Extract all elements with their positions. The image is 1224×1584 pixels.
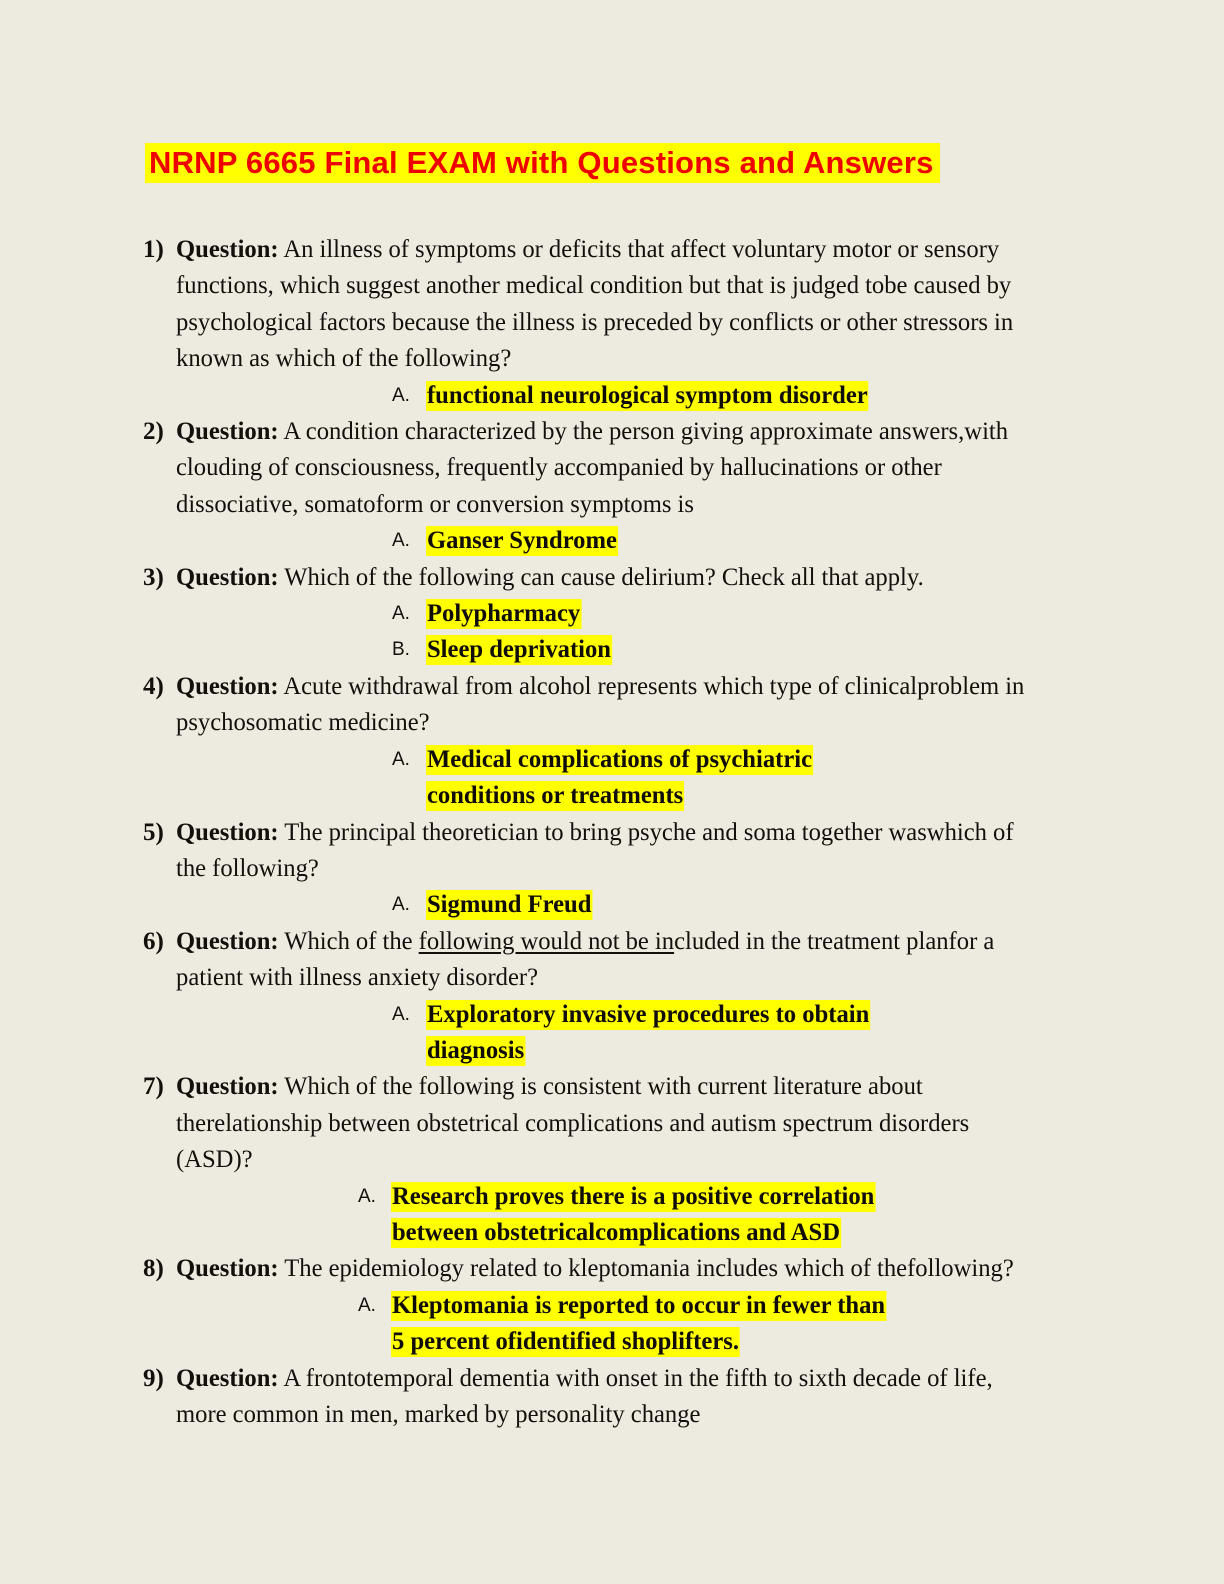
question-text-body: A condition characterized by the person giving approximate answers,with clouding of consciousness, frequently accompanied by hallucinations or other dissociative, somatoform or conversion symptoms is <box>176 418 1009 518</box>
question-label: Question: <box>176 418 279 446</box>
answer-text-container <box>391 1179 891 1252</box>
question-label: Question: <box>176 1364 279 1392</box>
question-number: 3) <box>143 563 164 591</box>
question-item <box>0 414 1224 560</box>
question-text <box>176 1251 1046 1287</box>
question-number: 5) <box>143 818 164 846</box>
answer-marker: A. <box>392 530 410 552</box>
answer-list <box>176 523 1059 559</box>
answer-item <box>176 596 1059 632</box>
question-text <box>176 1069 1046 1178</box>
answer-text-container <box>426 887 892 923</box>
question-number: 9) <box>143 1364 164 1392</box>
question-label: Question: <box>176 1073 279 1101</box>
question-number: 2) <box>143 418 164 446</box>
question-item <box>0 815 1224 924</box>
question-text-body: Which of the following can cause delirium? Check all that apply. <box>278 563 924 591</box>
question-text <box>176 1361 1046 1434</box>
answer-text-container <box>426 523 892 559</box>
answer-item <box>176 742 1059 815</box>
answer-text-container <box>426 997 892 1070</box>
question-label: Question: <box>176 818 279 846</box>
question-text-body: Which of the following is consistent with current literature about therelationship between obstetrical complications and autism spectrum disorders (ASD)? <box>176 1073 970 1174</box>
question-label: Question: <box>176 672 279 700</box>
answer-text-highlighted: Sigmund Freud <box>426 891 592 919</box>
answer-text-container <box>426 632 892 668</box>
question-text-after-underline: cluded in the treatment planfor a patient with illness anxiety disorder? <box>176 927 995 992</box>
question-item <box>0 1251 1224 1360</box>
question-item <box>0 560 1224 669</box>
answer-text-container <box>426 596 892 632</box>
question-item <box>0 1361 1224 1434</box>
question-text <box>176 669 1046 742</box>
answer-list <box>176 742 1059 815</box>
answer-text-highlighted: Medical complications of psychiatric conditions or treatments <box>426 745 813 810</box>
answer-marker: B. <box>392 639 410 661</box>
question-text <box>176 414 1046 523</box>
document-title-container <box>145 141 1045 185</box>
question-number: 6) <box>143 927 164 955</box>
question-number: 7) <box>143 1073 164 1101</box>
question-list <box>0 232 1224 1433</box>
answer-item <box>176 632 1059 668</box>
answer-marker: A. <box>358 1185 376 1207</box>
question-label: Question: <box>176 1255 279 1283</box>
question-text <box>176 232 1046 378</box>
question-item <box>0 232 1224 414</box>
page-title: NRNP 6665 Final EXAM with Questions and Answers <box>145 143 940 183</box>
question-number: 8) <box>143 1255 164 1283</box>
answer-text-container <box>426 378 892 414</box>
answer-list <box>176 378 1059 414</box>
answer-marker: A. <box>358 1294 376 1316</box>
answer-item <box>176 887 1059 923</box>
question-item <box>0 1069 1224 1251</box>
question-label: Question: <box>176 927 279 955</box>
answer-list <box>176 1288 1059 1361</box>
question-text <box>176 924 1046 997</box>
answer-list <box>176 596 1059 669</box>
question-text-underlined: following would not be in <box>418 927 675 955</box>
answer-marker: A. <box>392 603 410 625</box>
answer-item <box>176 1288 1059 1361</box>
question-text-body: The epidemiology related to kleptomania includes which of thefollowing? <box>278 1255 1014 1283</box>
answer-list <box>176 997 1059 1070</box>
answer-text-container <box>391 1288 891 1361</box>
answer-marker: A. <box>392 748 410 770</box>
question-number: 1) <box>143 236 164 263</box>
question-text-body: An illness of symptoms or deficits that affect voluntary motor or sensory functions, which suggest another medical condition but that is judged tobe caused by psychological factors because the illness is preceded by conflicts or other stressors in known as which of the following? <box>176 236 1014 373</box>
question-text-body: The principal theoretician to bring psyche and soma together waswhich of the following? <box>176 818 1014 882</box>
question-label: Question: <box>176 563 279 591</box>
answer-text-highlighted: Exploratory invasive procedures to obtain diagnosis <box>426 1000 870 1064</box>
answer-marker: A. <box>392 894 410 916</box>
answer-text-highlighted: Ganser Syndrome <box>426 527 617 555</box>
question-text-body: A frontotemporal dementia with onset in the fifth to sixth decade of life, more common in men, marked by personality change <box>176 1364 993 1428</box>
answer-item <box>176 997 1059 1070</box>
answer-item <box>176 378 1059 414</box>
answer-marker: A. <box>392 384 410 406</box>
answer-text-highlighted: functional neurological symptom disorder <box>426 381 868 409</box>
question-item <box>0 669 1224 815</box>
question-item <box>0 924 1224 1070</box>
answer-text-container <box>426 742 892 815</box>
answer-list <box>176 887 1059 923</box>
answer-item <box>176 1179 1059 1252</box>
answer-text-highlighted: Sleep deprivation <box>426 636 612 664</box>
answer-text-highlighted: Kleptomania is reported to occur in fewer than 5 percent ofidentified shoplifters. <box>391 1291 886 1356</box>
question-label: Question: <box>176 236 279 263</box>
answer-text-highlighted: Research proves there is a positive correlation between obstetricalcomplications and ASD <box>391 1182 875 1246</box>
question-text <box>176 815 1046 888</box>
question-text-before-underline: Which of the <box>278 927 419 955</box>
question-text-body: Acute withdrawal from alcohol represents which type of clinicalproblem in psychosomatic medicine? <box>176 672 1025 737</box>
answer-text-highlighted: Polypharmacy <box>426 600 581 628</box>
answer-list <box>176 1179 1059 1252</box>
question-number: 4) <box>143 672 164 700</box>
answer-marker: A. <box>392 1003 410 1025</box>
answer-item <box>176 523 1059 559</box>
question-text <box>176 560 1046 596</box>
